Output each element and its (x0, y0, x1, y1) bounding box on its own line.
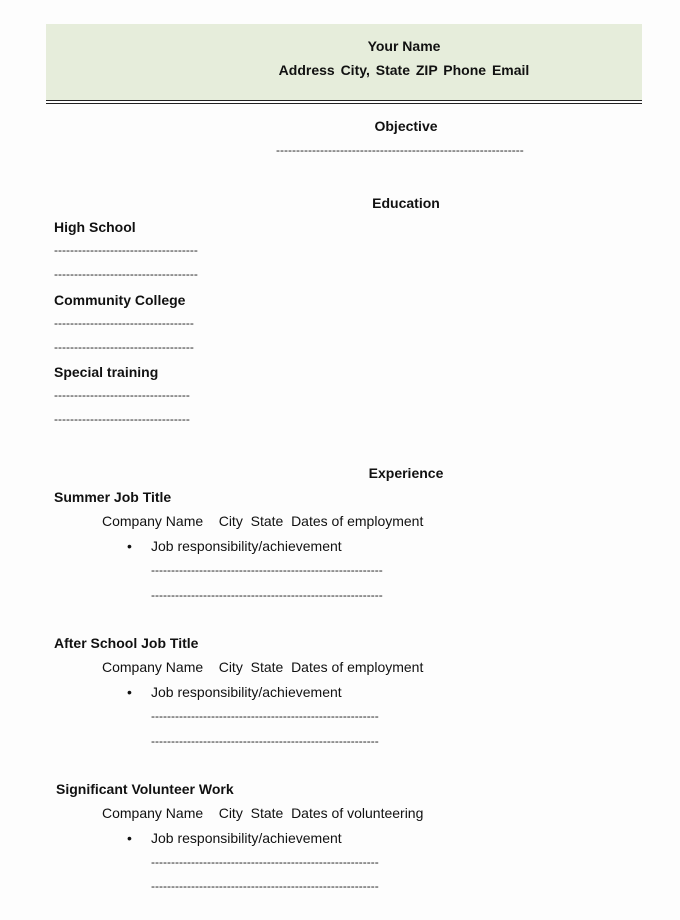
job-line: ---------------------------------------------------------- (151, 588, 383, 602)
bullet-icon: • (127, 830, 132, 846)
job-title: After School Job Title (54, 635, 199, 651)
job-bullet-text: Job responsibility/achievement (151, 684, 342, 700)
job-line: ---------------------------------------------------------- (151, 563, 383, 577)
education-line: ----------------------------------- (54, 316, 194, 330)
job-line: --------------------------------------------------------- (151, 855, 379, 869)
job-bullet-text: Job responsibility/achievement (151, 830, 342, 846)
job-bullet-text: Job responsibility/achievement (151, 538, 342, 554)
education-heading: High School (54, 219, 136, 235)
header-band (46, 24, 642, 100)
education-line: ---------------------------------- (54, 388, 190, 402)
name-heading: Your Name (367, 38, 441, 54)
contact-line: Address City, State ZIP Phone Email (278, 62, 530, 78)
education-line: ---------------------------------- (54, 412, 190, 426)
education-heading: Special training (54, 364, 159, 380)
job-meta: Company Name City State Dates of employment (102, 659, 424, 675)
job-line: --------------------------------------------------------- (151, 734, 379, 748)
job-line: --------------------------------------------------------- (151, 709, 379, 723)
education-line: ------------------------------------ (54, 243, 198, 257)
job-title: Significant Volunteer Work (56, 781, 234, 797)
job-title: Summer Job Title (54, 489, 172, 505)
bullet-icon: • (127, 684, 132, 700)
objective-line: -------------------------------------------------------------- (276, 143, 524, 157)
bullet-icon: • (127, 538, 132, 554)
header-rule-bottom (46, 103, 642, 104)
header-rule-top (46, 100, 642, 101)
job-line: --------------------------------------------------------- (151, 879, 379, 893)
job-meta: Company Name City State Dates of employment (102, 513, 424, 529)
education-heading: Community College (54, 292, 186, 308)
education-line: ----------------------------------- (54, 340, 194, 354)
objective-title: Objective (374, 118, 438, 134)
education-line: ------------------------------------ (54, 267, 198, 281)
job-meta: Company Name City State Dates of volunteering (102, 805, 424, 821)
education-title: Education (372, 195, 440, 211)
experience-title: Experience (368, 465, 444, 481)
